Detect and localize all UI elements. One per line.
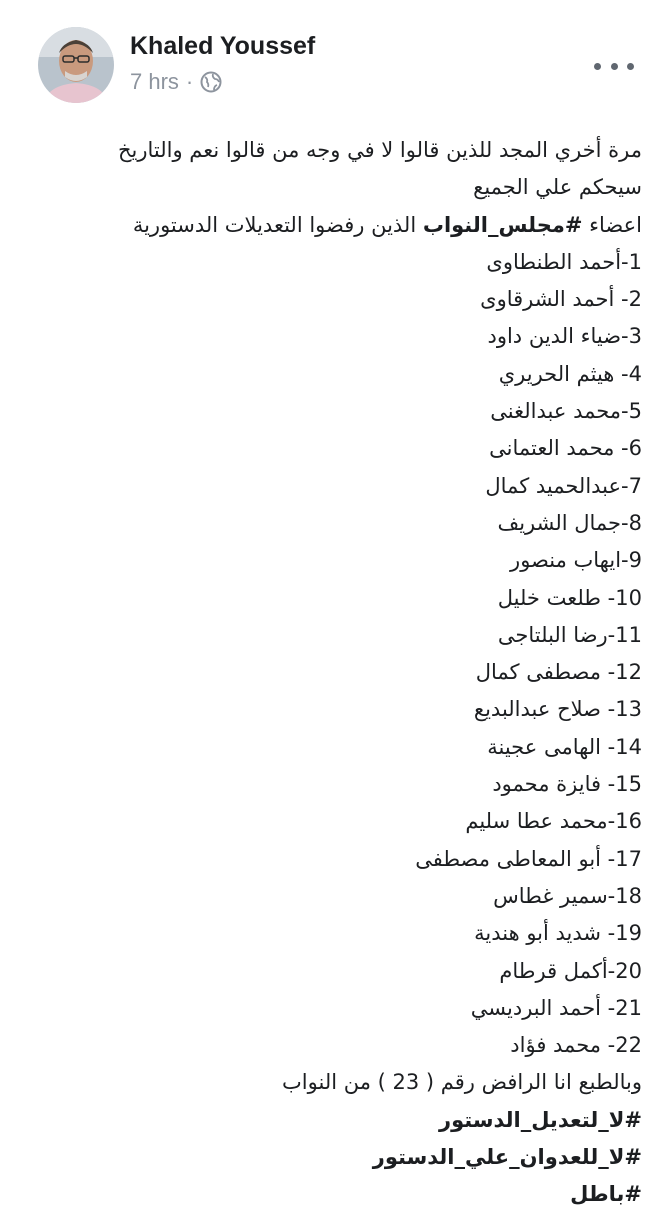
more-dot — [594, 63, 601, 70]
members-prefix: اعضاء — [582, 212, 642, 237]
post-text — [22, 132, 642, 1214]
globe-icon[interactable] — [200, 71, 222, 93]
name-list-item: 15- فايزة محمود — [492, 772, 642, 797]
name-list-item: 3-ضياء الدين داود — [487, 324, 642, 349]
name-list-item: 2- أحمد الشرقاوى — [480, 287, 642, 312]
closing-line: وبالطبع انا الرافض رقم ( 23 ) من النواب — [282, 1070, 642, 1095]
name-list-item: 19- شديد أبو هندية — [474, 921, 642, 946]
name-list-item: 17- أبو المعاطى مصطفى — [415, 846, 642, 871]
name-list-item: 18-سمير غطاس — [493, 883, 642, 908]
name-list-item: 12- مصطفى كمال — [475, 660, 642, 685]
name-list-item: 21- أحمد البرديسي — [470, 995, 642, 1020]
hashtag-link[interactable]: #باطل — [570, 1182, 642, 1207]
more-dot — [627, 63, 634, 70]
name-list-item: 11-رضا البلتاجى — [497, 622, 642, 647]
name-list-item: 9-ايهاب منصور — [510, 548, 642, 573]
name-list-item: 14- الهامى عجينة — [487, 734, 642, 759]
name-list-item: 1-أحمد الطنطاوى — [486, 249, 642, 274]
intro-line: سيحكم علي الجميع — [473, 175, 642, 200]
members-line — [22, 207, 642, 244]
more-options-icon[interactable] — [594, 54, 634, 78]
author-name[interactable]: Khaled Youssef — [130, 32, 316, 60]
name-list-item: 16-محمد عطا سليم — [465, 809, 642, 834]
name-list-item: 13- صلاح عبدالبديع — [473, 697, 642, 722]
name-list-item: 8-جمال الشريف — [497, 510, 642, 535]
name-list-item: 4- هيثم الحريري — [498, 361, 642, 386]
name-list-item: 20-أكمل قرطام — [499, 958, 642, 983]
name-list-item: 6- محمد العتمانى — [489, 436, 642, 461]
hashtag-link[interactable]: #مجلس_النواب — [422, 212, 583, 237]
post-meta — [130, 68, 222, 96]
author-avatar[interactable] — [38, 27, 114, 103]
meta-separator: · — [185, 69, 194, 94]
hashtag-link[interactable]: #لا_لتعديل_الدستور — [439, 1107, 642, 1132]
hashtag-link[interactable]: #لا_للعدوان_علي_الدستور — [372, 1145, 642, 1170]
intro-line: مرة أخري المجد للذين قالوا لا في وجه من قالوا نعم والتاريخ — [117, 138, 642, 162]
more-dot — [611, 63, 618, 70]
name-list-item: 5-محمد عبدالغنى — [490, 399, 642, 424]
name-list-item: 7-عبدالحميد كمال — [485, 473, 642, 498]
name-list-item: 22- محمد فؤاد — [510, 1033, 642, 1058]
post-header — [0, 0, 664, 120]
members-suffix: الذين رفضوا التعديلات الدستورية — [132, 212, 423, 237]
name-list-item: 10- طلعت خليل — [497, 585, 642, 610]
post-timestamp[interactable]: 7 hrs — [130, 69, 179, 94]
